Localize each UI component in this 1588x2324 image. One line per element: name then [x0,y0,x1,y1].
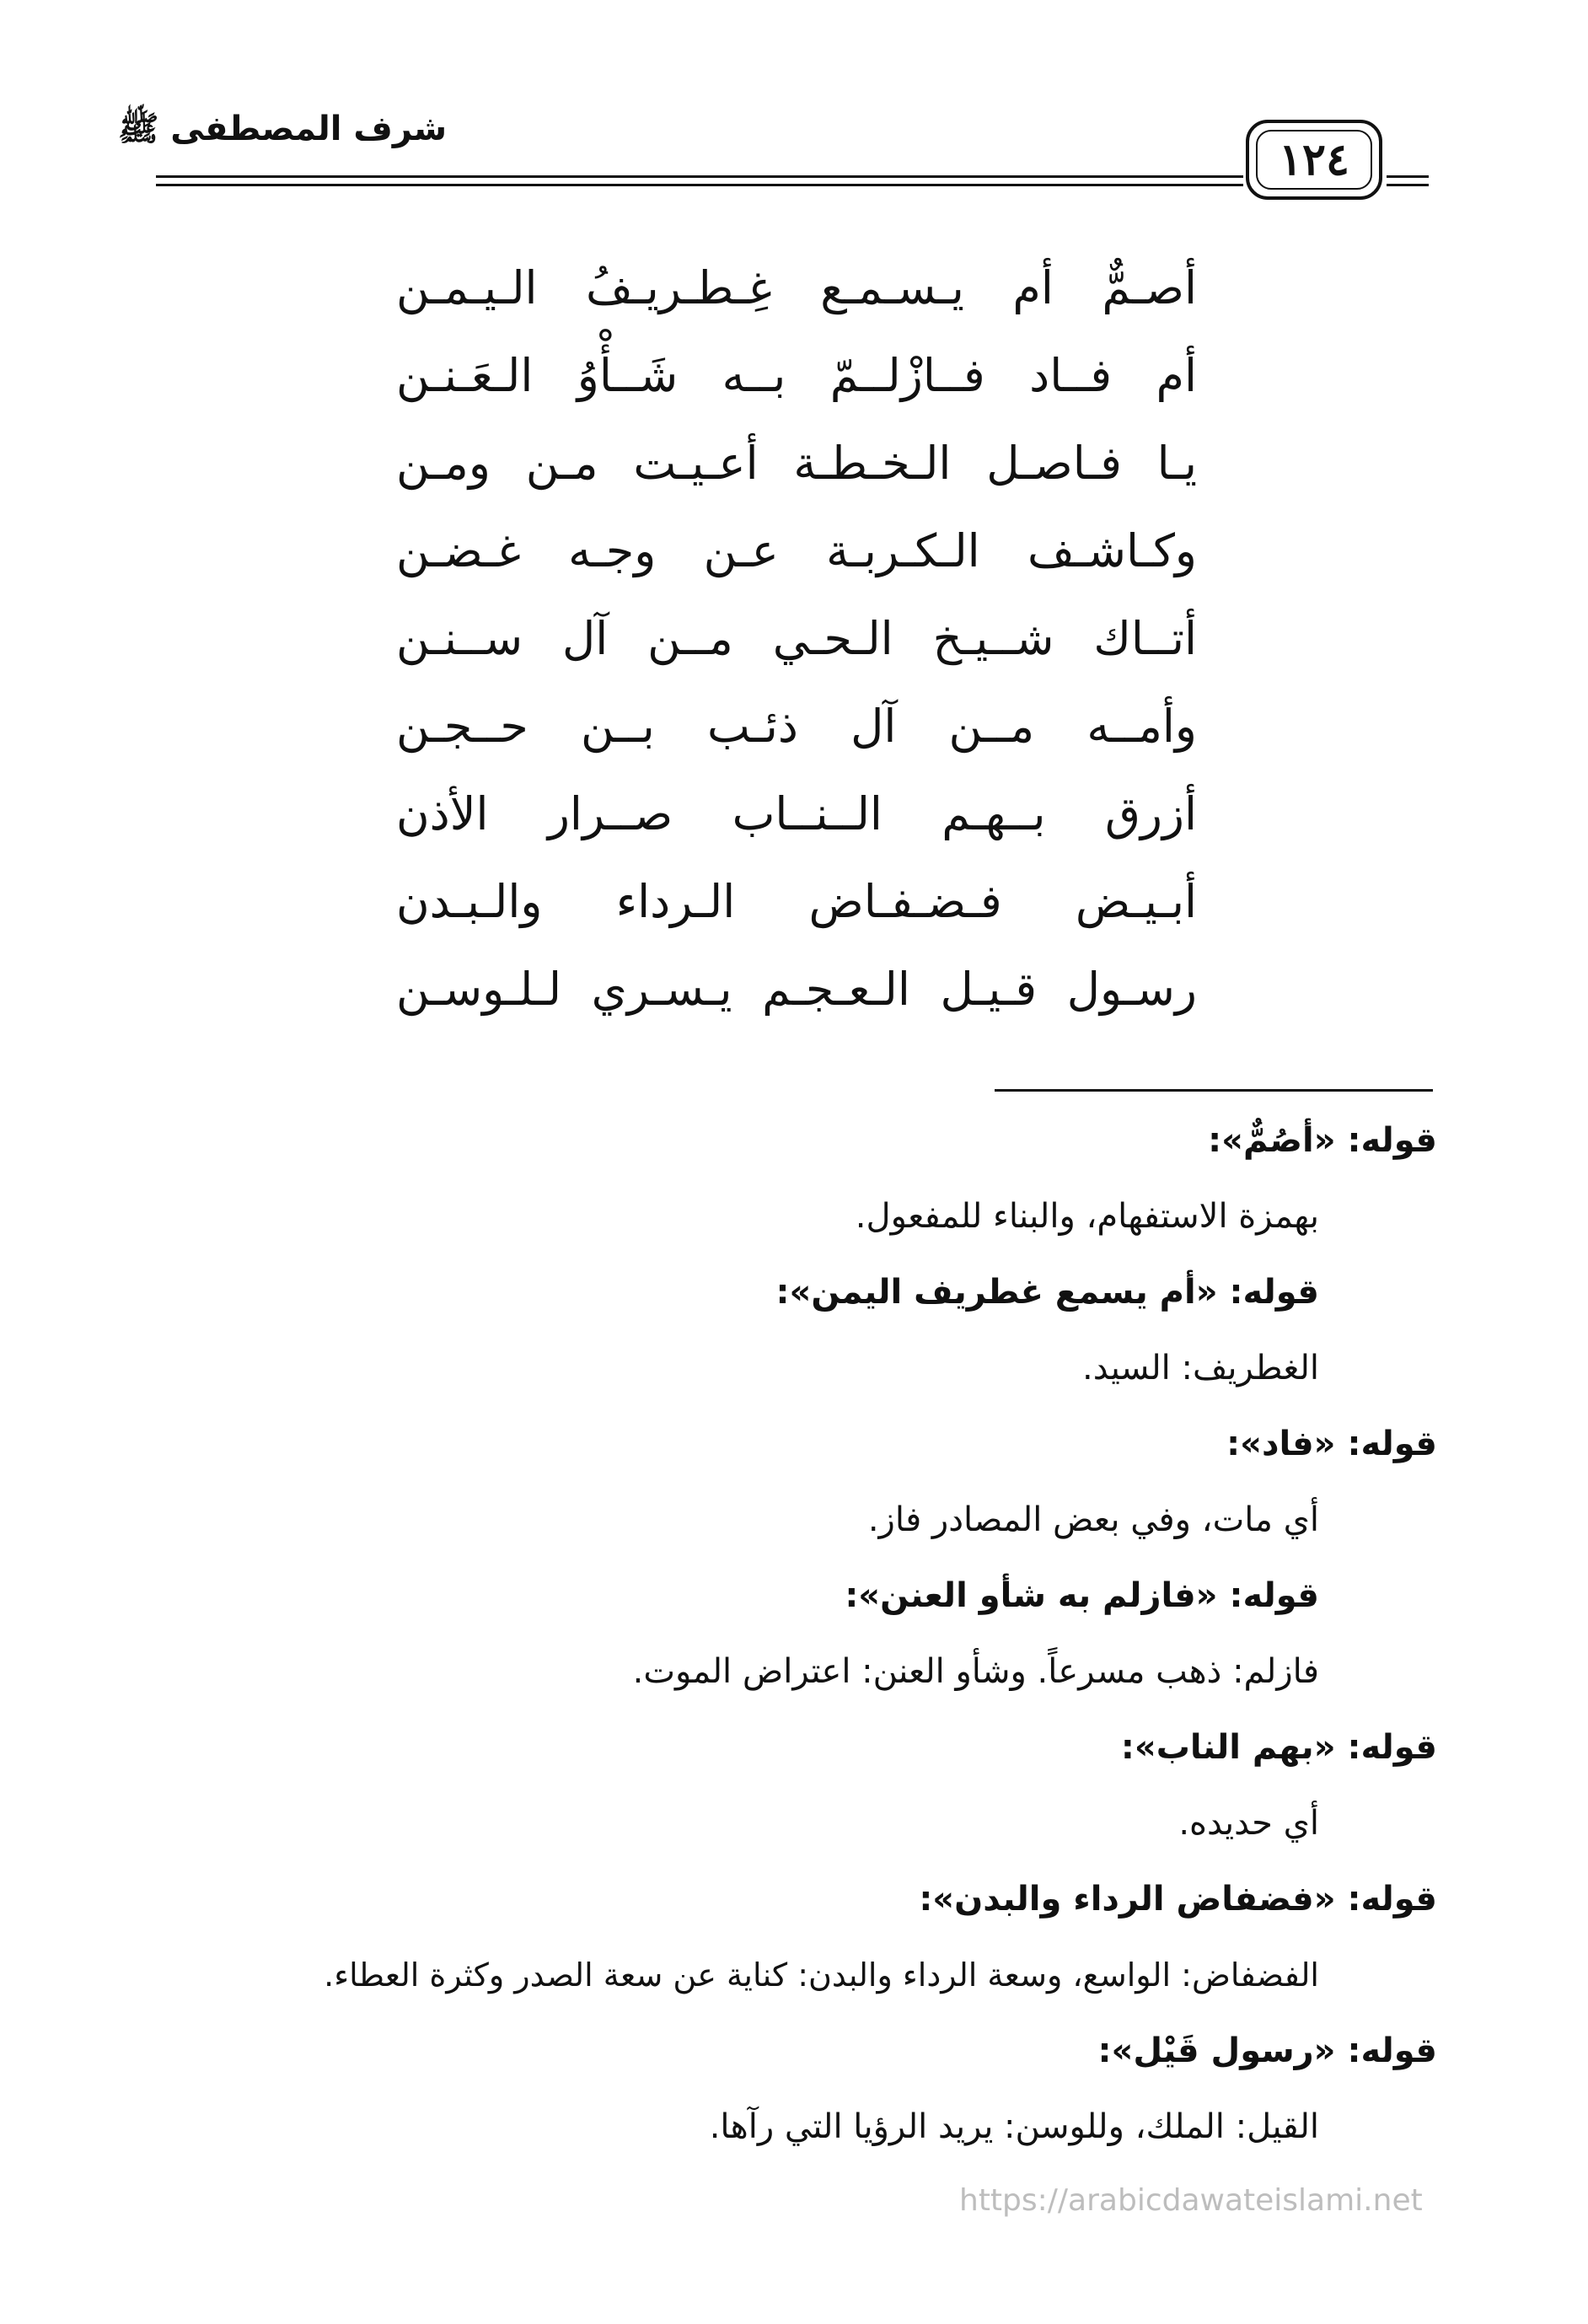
note-text [169,2089,1437,2165]
poem-line: وأمــه مــن آل ذئـب بــن حــجـن [396,700,1197,753]
poem-line: أم فــاد فــازْلــمّ بــه شَــأْوُ الـعَـنـن [396,349,1197,402]
note-body: بهمزة الاستفهام، والبناء للمفعول. [855,1197,1319,1236]
note-heading [169,1406,1437,1482]
note-heading [169,1861,1437,1937]
note-text [169,1785,1437,1861]
header-rule-top [156,175,1243,178]
note-keyword: قوله: «أم يسمع غطريف اليمن»: [775,1273,1319,1312]
running-header-title: شرف المصطفى ﷺ [118,110,448,148]
poem-line: أتــاك شــيـخ الـحـي مــن آل ســنـن [396,612,1197,665]
poem-line: يـا فـاصـل الـخـطـة أعـيـت مـن ومـن [396,437,1197,490]
note-keyword: قوله: «بهم الناب»: [1120,1728,1437,1767]
note-keyword: قوله: «فضفاض الرداء والبدن»: [919,1880,1437,1919]
poem-line: رسـول قـيـل الـعـجـم يـسـري لـلـوسـن [396,963,1197,1016]
note-heading [169,1709,1437,1785]
note-text [169,1634,1437,1709]
note-keyword: قوله: «فاد»: [1226,1425,1437,1463]
header-rule-right-top [1387,175,1429,178]
note-text [169,1482,1437,1558]
note-body: القيل: الملك، وللوسن: يريد الرؤيا التي رآها. [709,2107,1319,2146]
note-keyword: قوله: «أصُمٌّ»: [1208,1121,1437,1160]
page-number-frame [1246,120,1382,200]
poem-line: وكـاشـف الـكـربـة عـن وجـه غـضـن [396,524,1197,577]
page-number: ١٢٤ [1256,130,1372,190]
poem-line: أصـمٌّ أم يـسـمـع غِـطـريـفُ الـيـمـن [396,261,1197,314]
note-body: أي مات، وفي بعض المصادر فاز. [867,1500,1319,1539]
header-rule-right-bottom [1387,184,1429,186]
footnote-separator [995,1089,1433,1092]
note-text [169,1330,1437,1406]
note-keyword: قوله: «فازلم به شأو العنن»: [845,1576,1319,1615]
note-body: الغطريف: السيد. [1082,1349,1319,1387]
poem-line: أزرق بــهـم الــنــاب صــرار الأذن [396,787,1197,840]
note-text [169,1937,1437,2013]
note-heading [169,2013,1437,2089]
note-body: أي حديده. [1178,1804,1319,1843]
note-heading [169,1558,1437,1634]
footnotes [169,1103,1437,2165]
note-body: الفضفاض: الواسع، وسعة الرداء والبدن: كناية عن سعة الصدر وكثرة العطاء. [324,1956,1319,1994]
poem-line: أبـيـض فـضـفـاض الـرداء والـبـدن [396,875,1197,928]
poem-block [396,244,1197,1033]
header-rule-bottom [156,184,1243,186]
note-keyword: قوله: «رسول قَيْل»: [1097,2031,1437,2070]
note-heading [169,1103,1437,1178]
note-body: فازلم: ذهب مسرعاً. وشأو العنن: اعتراض الموت. [632,1652,1319,1691]
note-heading [169,1254,1437,1330]
watermark-url: https://arabicdawateislami.net [959,2183,1423,2218]
note-text [169,1178,1437,1254]
